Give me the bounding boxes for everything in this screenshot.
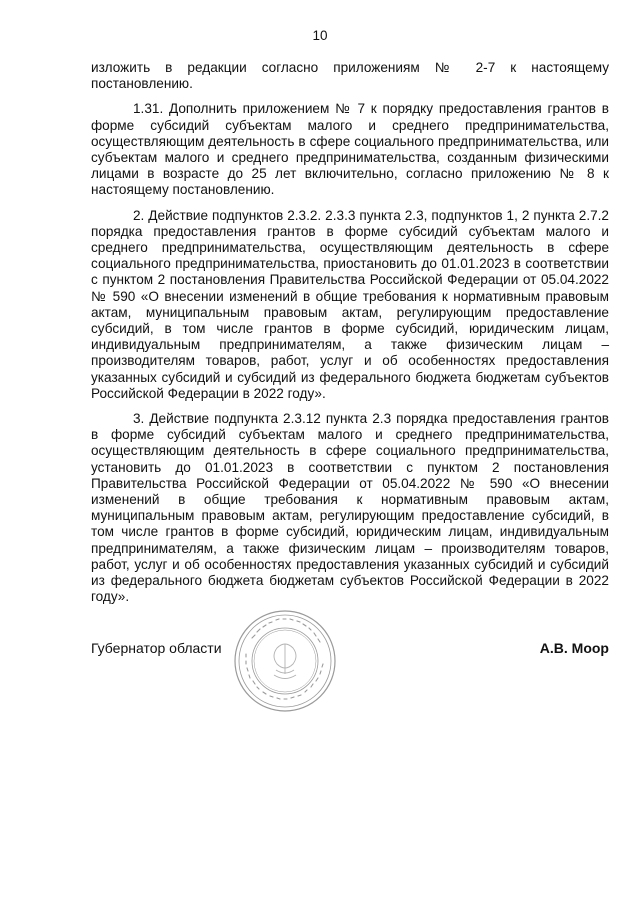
paragraph-1-31: 1.31. Дополнить приложением № 7 к порядку предоставления грантов в форме субсидий субъектам малого и среднего предпринимательства, осуществляющим деятельность в сфере социального предпринимательства, или субъектам малого и среднего предпринимательства, созданным физическими лицами в возрасте до 25 лет включительно, согласно приложению № 8 к настоящему постановлению.: [91, 101, 609, 198]
paragraph-3: 3. Действие подпункта 2.3.12 пункта 2.3 порядка предоставления грантов в форме субсидий субъектам малого и среднего предпринимательства, осуществляющим деятельность в сфере социального предпринимательства, установить до 01.01.2023 в соответствии с пунктом 2 постановления Правительства Российской Федерации от 05.04.2022 № 590 «О внесении изменений в общие требования к нормативным правовым актам, муниципальным правовым актам, регулирующим предоставление субсидий, в том числе грантов в форме субсидий, юридическим лицам, индивидуальным предпринимателям, а также физическим лицам – производителям товаров, работ, услуг и об особенностях предоставления указанных субсидий и субсидий из федерального бюджета бюджетам субъектов Российской Федерации в 2022 году».: [91, 411, 609, 605]
paragraph-2: 2. Действие подпунктов 2.3.2. 2.3.3 пункта 2.3, подпунктов 1, 2 пункта 2.7.2 порядка предоставления грантов в форме субсидий субъектам малого и среднего предпринимательства, осуществляющим деятельность в сфере социального предпринимательства, приостановить до 01.01.2023 в соответствии с пунктом 2 постановления Правительства Российской Федерации от 05.04.2022 № 590 «О внесении изменений в общие требования к нормативным правовым актам, муниципальным правовым актам, регулирующим предоставление субсидий, в том числе грантов в форме субсидий, юридическим лицам, индивидуальным предпринимателям, а также физическим лицам – производителям товаров, работ, услуг и об особенностях предоставления указанных субсидий и субсидий из федерального бюджета бюджетам субъектов Российской Федерации в 2022 году».: [91, 207, 609, 401]
signatory-name: А.В. Моор: [539, 640, 609, 656]
paragraph-continuation: изложить в редакции согласно приложениям № 2-7 к настоящему постановлению.: [91, 60, 609, 92]
page-number: 10: [312, 28, 328, 43]
official-seal-stamp: [232, 608, 338, 714]
document-body: [91, 60, 609, 615]
signatory-title: Губернатор области: [91, 640, 222, 656]
signature-block: [91, 640, 609, 660]
